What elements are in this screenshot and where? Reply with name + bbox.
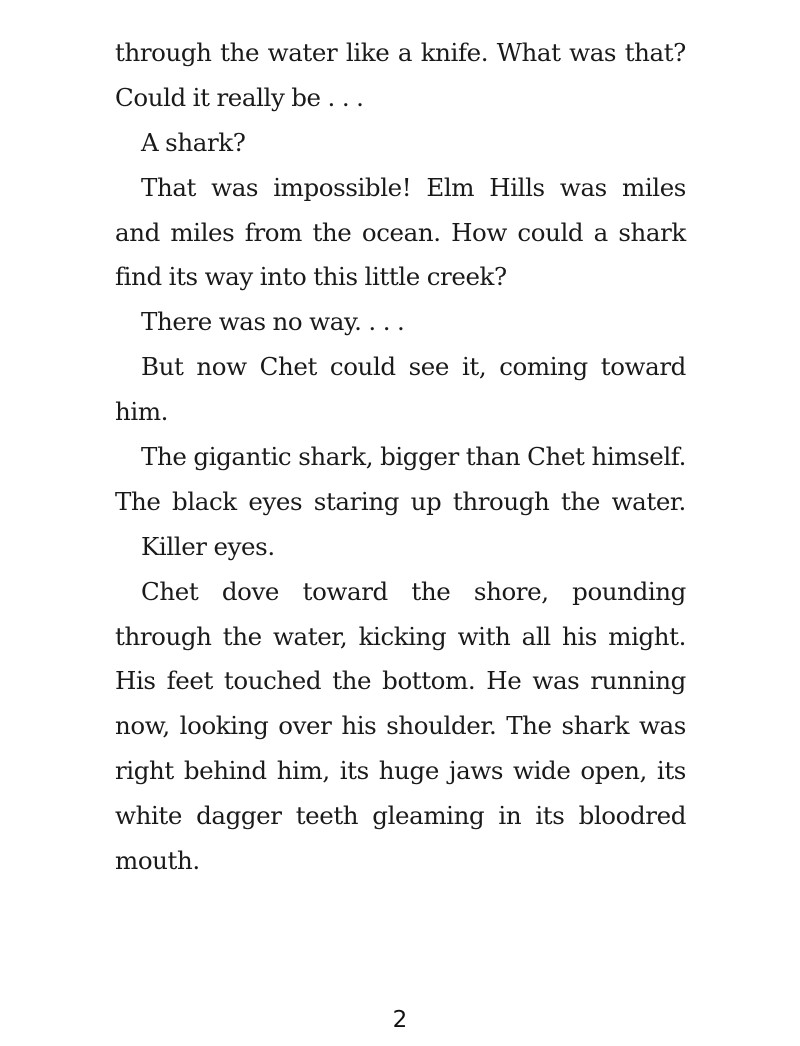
page-number: 2: [392, 1007, 408, 1033]
text-line: him.: [115, 397, 169, 427]
text-line: [115, 570, 686, 615]
text-line: [115, 704, 686, 749]
text-line: [115, 31, 686, 76]
word: Chet: [527, 442, 585, 472]
word: his: [561, 621, 597, 651]
word: bloodred: [578, 801, 686, 831]
word: see: [408, 352, 449, 382]
text-line: Killer eyes.: [141, 531, 275, 561]
word: in: [498, 801, 522, 831]
word: it,: [461, 352, 487, 382]
word: What: [496, 38, 561, 67]
word: could: [517, 217, 584, 247]
word: its: [535, 801, 565, 831]
word: shark,: [298, 442, 374, 472]
word: behind: [183, 756, 267, 786]
word: up: [410, 486, 442, 516]
text-line: [115, 211, 686, 256]
word: miles: [622, 172, 686, 202]
word: the: [561, 486, 600, 516]
word: shark: [618, 217, 686, 247]
word: through: [115, 621, 212, 651]
text-line: Could it really be . . .: [115, 82, 364, 112]
word: water.: [611, 486, 686, 516]
word: like: [345, 38, 390, 67]
word: wide: [513, 756, 571, 786]
text-line: [115, 749, 686, 794]
word: than: [465, 442, 521, 472]
word: might.: [608, 621, 686, 651]
word: shore,: [473, 576, 549, 606]
word: shoulder.: [386, 711, 497, 741]
word: miles: [170, 217, 235, 247]
word: coming: [499, 352, 588, 382]
word: its: [656, 756, 686, 786]
word: with: [457, 621, 511, 651]
word: through: [452, 486, 550, 516]
story-text: [115, 31, 686, 884]
word: water,: [272, 621, 348, 651]
word: could: [329, 352, 396, 382]
text-line: [115, 166, 686, 211]
word: the: [332, 666, 372, 696]
text-line: [115, 435, 686, 480]
word: right: [115, 756, 174, 786]
word: him,: [276, 756, 330, 786]
word: feet: [166, 666, 213, 696]
word: open,: [580, 756, 647, 786]
word: a: [593, 217, 608, 247]
text-line: [115, 345, 686, 390]
word: The: [141, 442, 187, 472]
word: looking: [179, 711, 269, 741]
word: the: [411, 576, 451, 606]
word: now,: [115, 711, 170, 741]
word: That: [141, 172, 196, 202]
word: black: [172, 486, 237, 516]
text-line: [115, 794, 686, 839]
word: now: [196, 352, 247, 382]
word: knife.: [420, 38, 489, 67]
word: Hills: [489, 172, 545, 202]
word: Chet: [141, 576, 199, 606]
word: kicking: [358, 621, 447, 651]
word: bigger: [380, 442, 459, 472]
word: his: [341, 711, 377, 741]
word: dove: [221, 576, 280, 606]
word: Chet: [259, 352, 317, 382]
word: was: [638, 711, 686, 741]
word: over: [278, 711, 332, 741]
word: the: [312, 217, 352, 247]
word: The: [506, 711, 552, 741]
word: a: [397, 38, 413, 67]
word: gigantic: [193, 442, 292, 472]
word: gleaming: [372, 801, 485, 831]
text-line: [115, 659, 686, 704]
word: from: [244, 217, 302, 247]
word: Elm: [426, 172, 475, 202]
word: eyes: [248, 486, 303, 516]
word: all: [521, 621, 551, 651]
word: pounding: [572, 576, 686, 606]
word: running: [590, 666, 686, 696]
word: himself.: [591, 442, 686, 472]
word: toward: [302, 576, 388, 606]
text-line: There was no way. . . .: [141, 307, 405, 337]
word: teeth: [295, 801, 359, 831]
word: water: [267, 38, 338, 67]
word: toward: [600, 352, 686, 382]
word: dagger: [196, 801, 282, 831]
word: was: [569, 38, 617, 67]
word: How: [451, 217, 507, 247]
word: impossible!: [273, 172, 412, 202]
word: was: [211, 172, 259, 202]
word: white: [115, 801, 182, 831]
word: The: [115, 486, 161, 516]
text-line: [115, 615, 686, 660]
text-line: mouth.: [115, 846, 200, 876]
word: touched: [223, 666, 322, 696]
word: shark: [561, 711, 630, 741]
word: staring: [313, 486, 400, 516]
text-line: find its way into this little creek?: [115, 262, 507, 292]
word: its: [339, 756, 369, 786]
word: and: [115, 217, 160, 247]
word: the: [220, 38, 260, 67]
word: was: [532, 666, 580, 696]
text-line: [115, 480, 686, 525]
word: He: [486, 666, 522, 696]
word: ocean.: [361, 217, 441, 247]
word: But: [141, 352, 184, 382]
word: that?: [624, 38, 686, 67]
word: His: [115, 666, 156, 696]
word: was: [559, 172, 607, 202]
word: jaws: [448, 756, 504, 786]
text-line: A shark?: [141, 127, 246, 157]
word: through: [115, 38, 212, 67]
word: huge: [378, 756, 439, 786]
word: bottom.: [382, 666, 476, 696]
word: the: [222, 621, 262, 651]
